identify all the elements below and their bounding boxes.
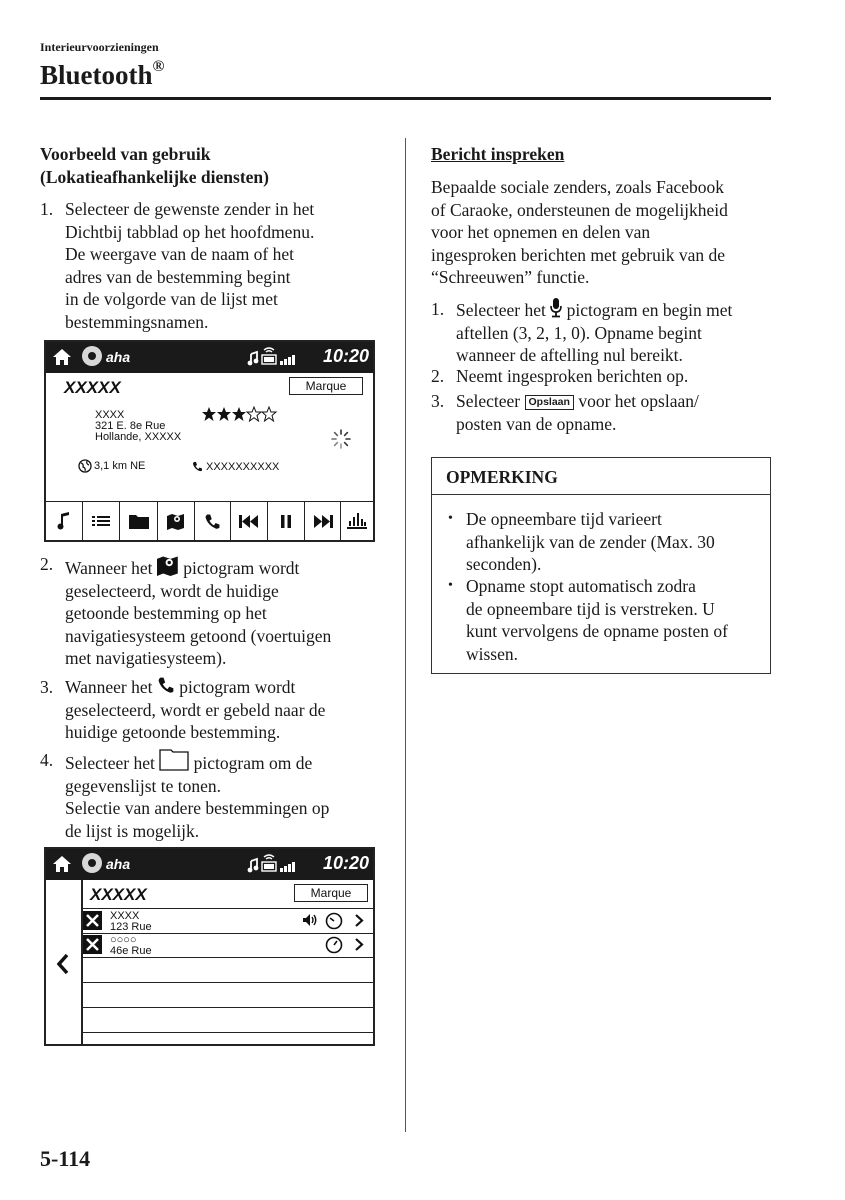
status-icons — [247, 346, 299, 368]
previous-button[interactable] — [231, 502, 268, 540]
call-button[interactable] — [195, 502, 231, 540]
step-2: 2. Wanneer het pictogram wordt geselecteerd, wordt de huidige getoonde bestemming op het navigatiesysteem getoond (voertuigen met navigatiesysteem). — [40, 554, 332, 668]
speaker-icon — [302, 913, 318, 927]
list-item[interactable] — [81, 933, 373, 958]
station-title: XXXXX — [90, 885, 147, 904]
delete-x-icon[interactable] — [83, 935, 102, 954]
source-name: aha — [106, 349, 131, 365]
record-step-3: 3. Selecteer Opslaan voor het opslaan/ posten van de opname. — [431, 391, 699, 434]
clock-icon — [325, 912, 343, 930]
marque-button[interactable]: Marque — [294, 884, 368, 902]
phone-number: XXXXXXXXXX — [206, 461, 280, 473]
skip-back-icon — [239, 515, 259, 528]
header-rule — [40, 97, 771, 100]
clock: 10:20 — [322, 853, 369, 873]
music-button[interactable] — [46, 502, 83, 540]
screen-status-bar — [46, 849, 373, 880]
chevron-right-icon[interactable] — [354, 913, 364, 928]
list-button[interactable] — [83, 502, 120, 540]
clock: 10:20 — [322, 346, 369, 366]
right-intro: Bepaalde sociale zenders, zoals Facebook of Caraoke, ondersteunen de mogelijkheid voor het opnemen en delen van ingesproken berichten met gebruik van de “Schreeuwen” functie. — [431, 177, 728, 287]
note-bullet: • De opneembare tijd varieert afhankelijk van de zender (Max. 30 seconden). — [448, 509, 715, 574]
home-icon[interactable] — [52, 348, 72, 366]
equalizer-button[interactable] — [341, 502, 373, 540]
equalizer-icon — [347, 513, 367, 530]
station-title: XXXXX — [64, 378, 121, 397]
clock-icon — [325, 936, 343, 954]
globe-icon — [78, 459, 92, 473]
list-icon — [92, 515, 110, 527]
list-item-empty[interactable] — [81, 983, 373, 1008]
list-item-empty[interactable] — [81, 958, 373, 983]
list-item-text: XXXX 123 Rue — [110, 910, 152, 933]
step-3: 3. Wanneer het pictogram wordt geselecteerd, wordt er gebeld naar de huidige getoonde bestemming. — [40, 677, 326, 742]
folder-icon — [129, 514, 149, 529]
music-note-icon — [57, 512, 71, 530]
right-heading: Bericht inspreken — [431, 144, 565, 164]
next-button[interactable] — [305, 502, 341, 540]
folder-outline-icon — [159, 749, 189, 771]
note-header: OPMERKING — [432, 458, 770, 495]
back-chevron-icon[interactable] — [56, 953, 70, 975]
rating-stars-icon — [202, 406, 278, 422]
phone-small-icon — [192, 461, 203, 472]
distance-text: 3,1 km NE — [94, 460, 146, 472]
microphone-icon — [550, 298, 562, 318]
registered-mark: ® — [152, 58, 165, 75]
note-box — [431, 457, 771, 674]
phone-icon — [157, 676, 175, 694]
record-step-2: 2. Neemt ingesproken berichten op. — [431, 366, 689, 386]
map-pin-icon — [157, 553, 179, 577]
skip-forward-icon — [313, 515, 333, 528]
destination-info: XXXX 321 E. 8e Rue Hollande, XXXXX — [95, 409, 182, 443]
screen-status-bar — [46, 342, 373, 373]
list-item-empty[interactable] — [81, 1008, 373, 1033]
page-title: Bluetooth® — [40, 58, 165, 90]
opslaan-button[interactable]: Opslaan — [525, 395, 574, 410]
delete-x-icon[interactable] — [83, 911, 102, 930]
status-icons — [247, 853, 299, 875]
map-button[interactable] — [158, 502, 195, 540]
record-step-1: 1. Selecteer het pictogram en begin met aftellen (3, 2, 1, 0). Opname begint wanneer de aftelling nul bereikt. — [431, 299, 733, 365]
aha-source-icon — [82, 346, 102, 366]
screen-toolbar — [46, 501, 373, 540]
source-name: aha — [106, 856, 131, 872]
phone-icon — [204, 513, 221, 530]
step-1: 1. Selecteer de gewenste zender in het Dichtbij tabblad op het hoofdmenu. De weergave van de naam of het adres van de bestemming begint in de volgorde van de lijst met bestemmingsnamen. — [40, 199, 315, 332]
section-label: Interieurvoorzieningen — [40, 40, 159, 54]
list-item-text: ○○○○ 46e Rue — [110, 934, 152, 957]
map-pin-icon — [167, 512, 185, 530]
page-number: 5-114 — [40, 1146, 91, 1171]
home-icon[interactable] — [52, 855, 72, 873]
list-item[interactable] — [81, 908, 373, 934]
column-divider — [405, 138, 406, 1132]
aha-source-icon — [82, 853, 102, 873]
screen-now-playing — [44, 340, 375, 542]
step-4: 4. Selecteer het pictogram om de gegevenslijst te tonen. Selectie van andere bestemmingen op de lijst is mogelijk. — [40, 750, 330, 841]
loading-spinner-icon — [330, 428, 352, 450]
chevron-right-icon[interactable] — [354, 937, 364, 952]
marque-button[interactable]: Marque — [289, 377, 363, 395]
left-heading: Voorbeeld van gebruik (Lokatieafhankelijke diensten) — [40, 144, 269, 187]
folder-button[interactable] — [120, 502, 158, 540]
screen-destination-list — [44, 847, 375, 1046]
note-bullet: • Opname stopt automatisch zodra de opneembare tijd is verstreken. U kunt vervolgens de opname posten of wissen. — [448, 576, 728, 664]
pause-button[interactable] — [268, 502, 305, 540]
pause-icon — [281, 515, 291, 528]
